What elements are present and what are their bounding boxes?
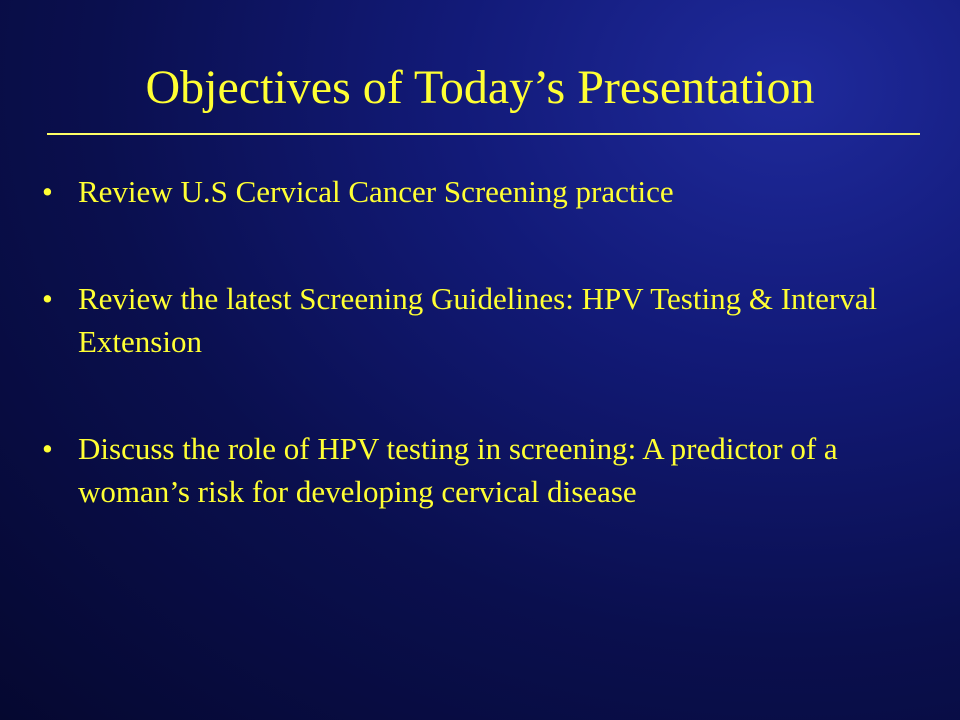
bullet-icon: • (42, 431, 53, 466)
bullet-item (38, 427, 918, 513)
bullet-item (38, 277, 918, 363)
bullet-item (38, 170, 918, 213)
bullet-icon: • (42, 281, 53, 316)
bullet-text: Review U.S Cervical Cancer Screening practice (78, 174, 674, 209)
slide-title: Objectives of Today’s Presentation (145, 61, 815, 114)
bullet-icon: • (42, 174, 53, 209)
bullet-list (38, 170, 918, 513)
bullet-text: Review the latest Screening Guidelines: HPV Testing & Interval Extension (78, 281, 878, 359)
bullet-text: Discuss the role of HPV testing in screening: A predictor of a woman’s risk for developing cervical disease (78, 431, 838, 509)
title-divider (47, 133, 920, 135)
